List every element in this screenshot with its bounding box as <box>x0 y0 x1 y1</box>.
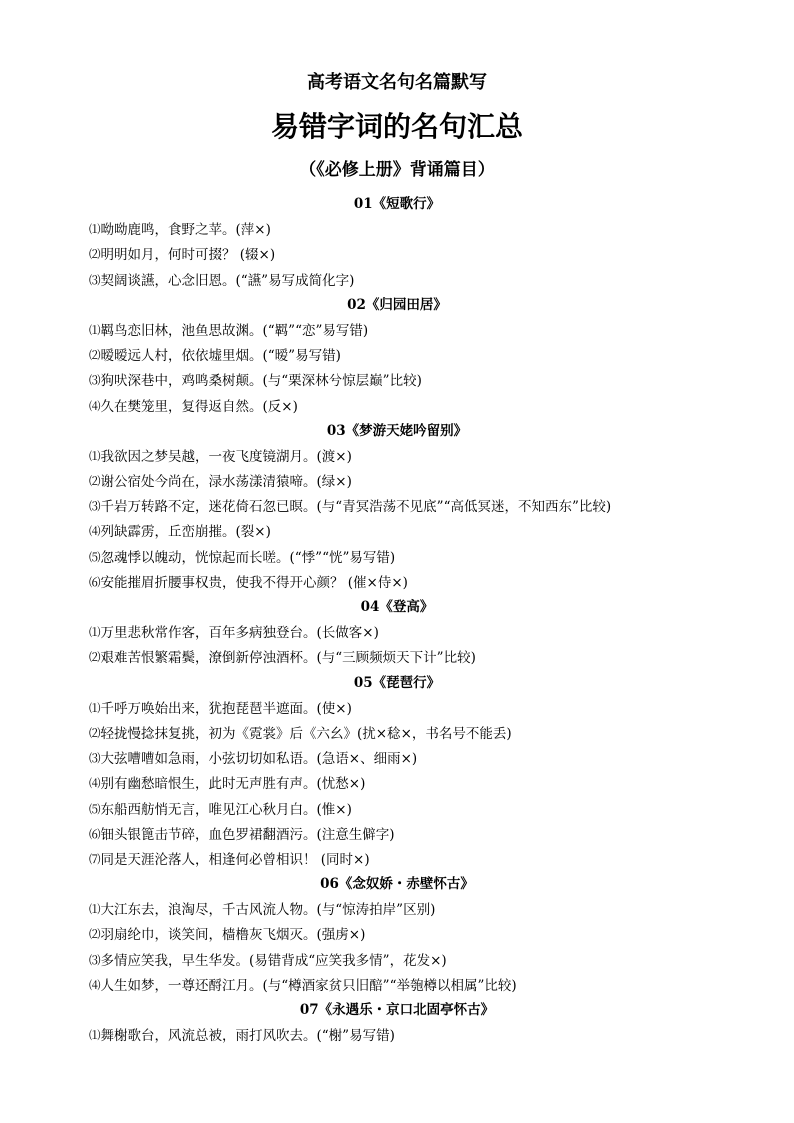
list-item <box>89 394 749 419</box>
item-text: 久在樊笼里，复得返自然。(反×) <box>100 398 298 415</box>
item-text: 暧暧远人村，依依墟里烟。(“暧”易写错) <box>100 348 341 365</box>
list-item <box>89 545 749 570</box>
item-number: ⑸ <box>89 549 101 564</box>
list-item <box>89 217 749 242</box>
list-item <box>89 1023 749 1048</box>
item-text: 别有幽愁暗恨生，此时无声胜有声。(忧愁×) <box>100 776 366 793</box>
document-subtitle: （《必修上册》背诵篇目） <box>299 160 495 180</box>
item-number: ⑵ <box>89 725 101 740</box>
poem-list <box>89 192 749 1048</box>
section-title: 02《归园田居》 <box>347 296 447 313</box>
item-number: ⑵ <box>89 474 101 489</box>
item-number: ⑶ <box>89 499 101 514</box>
list-item <box>89 444 749 469</box>
item-text: 钿头银篦击节碎，血色罗裙翻酒污。(注意生僻字) <box>100 826 395 843</box>
item-number: ⑸ <box>89 801 101 816</box>
item-text: 大江东去，浪淘尽，千古风流人物。(与“惊涛拍岸”区别) <box>100 902 436 919</box>
list-item <box>89 847 749 872</box>
document-title-small: 高考语文名句名篇默写 <box>307 72 487 93</box>
list-item <box>89 242 749 267</box>
list-item <box>89 268 749 293</box>
item-text: 羽扇纶巾，谈笑间，樯橹灰飞烟灭。(强虏×) <box>100 927 366 944</box>
list-item <box>89 620 749 645</box>
item-number: ⑴ <box>89 700 101 715</box>
list-item <box>89 822 749 847</box>
list-item <box>89 519 749 544</box>
list-item <box>89 469 749 494</box>
item-text: 契阔谈讌，心念旧恩。(“讌”易写成简化字) <box>100 272 355 289</box>
item-number: ⑴ <box>89 222 101 237</box>
section-title: 06《念奴娇・赤壁怀古》 <box>320 876 474 893</box>
list-item <box>89 318 749 343</box>
list-item <box>89 746 749 771</box>
list-item <box>89 645 749 670</box>
section-title: 07《永遇乐・京口北固亭怀古》 <box>299 1002 495 1018</box>
item-text: 艰难苦恨繁霜鬓，潦倒新停浊酒杯。(与“三顾频烦天下计”比较) <box>100 650 476 667</box>
item-text: 明明如月，何时可掇？ (辍×) <box>100 247 276 264</box>
item-text: 谢公宿处今尚在，渌水荡漾清猿啼。(绿×) <box>100 474 352 491</box>
item-number: ⑶ <box>89 373 101 388</box>
item-number: ⑹ <box>89 826 101 841</box>
list-item <box>89 797 749 822</box>
item-number: ⑵ <box>89 927 101 942</box>
item-number: ⑷ <box>89 977 101 992</box>
section-title: 01《短歌行》 <box>353 196 441 212</box>
item-text: 千岩万转路不定，迷花倚石忽已暝。(与“青冥浩荡不见底”“高低冥迷，不知西东”比较) <box>100 499 612 516</box>
item-text: 狗吠深巷中，鸡鸣桑树颠。(与“栗深林兮惊层巅”比较) <box>100 373 422 390</box>
list-item <box>89 343 749 368</box>
list-item <box>89 771 749 796</box>
item-text: 千呼万唤始出来，犹抱琵琶半遮面。(使×) <box>100 700 352 717</box>
list-item <box>89 696 749 721</box>
list-item <box>89 494 749 519</box>
item-number: ⑵ <box>89 650 101 665</box>
item-number: ⑷ <box>89 524 101 539</box>
section-title: 04《登高》 <box>360 599 434 615</box>
item-text: 东船西舫悄无言，唯见江心秋月白。(惟×) <box>100 801 352 818</box>
item-text: 轻拢慢捻抹复挑，初为《霓裳》后《六幺》(扰×稔×，书名号不能丢) <box>100 725 512 742</box>
item-number: ⑴ <box>89 448 101 463</box>
section-title: 05《琵琶行》 <box>353 674 441 691</box>
item-text: 多情应笑我，早生华发。(易错背成“应笑我多情”，花发×) <box>100 952 447 969</box>
item-number: ⑴ <box>89 1028 101 1043</box>
list-item <box>89 922 749 947</box>
list-item <box>89 973 749 998</box>
item-text: 安能摧眉折腰事权贵，使我不得开心颜？ (催×侍×) <box>100 574 408 591</box>
item-number: ⑶ <box>89 952 101 967</box>
list-item <box>89 368 749 393</box>
list-item <box>89 721 749 746</box>
item-text: 列缺霹雳，丘峦崩摧。(裂×) <box>100 524 271 541</box>
item-text: 同是天涯沦落人，相逢何必曾相识！ (同时×) <box>100 851 370 868</box>
document-title-main: 易错字词的名句汇总 <box>270 110 523 143</box>
item-text: 忽魂悸以魄动，恍惊起而长嗟。(“悸”“恍”易写错) <box>100 549 396 566</box>
item-number: ⑷ <box>89 776 101 791</box>
item-number: ⑺ <box>89 851 101 866</box>
item-number: ⑴ <box>89 902 101 917</box>
item-text: 呦呦鹿鸣，食野之苹。(萍×) <box>100 222 271 239</box>
item-number: ⑵ <box>89 348 101 363</box>
item-number: ⑷ <box>89 398 101 413</box>
item-number: ⑹ <box>89 574 101 589</box>
item-text: 舞榭歌台，风流总被，雨打风吹去。(“榭”易写错) <box>100 1028 395 1045</box>
list-item <box>89 570 749 595</box>
item-text: 羁鸟恋旧林，池鱼思故渊。(“羁”“恋”易写错) <box>100 322 369 339</box>
item-number: ⑵ <box>89 247 101 262</box>
item-text: 人生如梦，一尊还酹江月。(与“樽酒家贫只旧醅”“举匏樽以相属”比较) <box>100 977 517 994</box>
item-number: ⑶ <box>89 272 101 287</box>
item-text: 万里悲秋常作客，百年多病独登台。(长做客×) <box>100 625 379 642</box>
list-item <box>89 948 749 973</box>
list-item <box>89 897 749 922</box>
item-number: ⑴ <box>89 322 101 337</box>
section-title: 03《梦游天姥吟留别》 <box>326 422 468 439</box>
item-number: ⑴ <box>89 625 101 640</box>
item-number: ⑶ <box>89 751 101 766</box>
item-text: 我欲因之梦吴越，一夜飞度镜湖月。(渡×) <box>100 448 352 465</box>
item-text: 大弦嘈嘈如急雨，小弦切切如私语。(急语×、细雨×) <box>100 751 418 768</box>
